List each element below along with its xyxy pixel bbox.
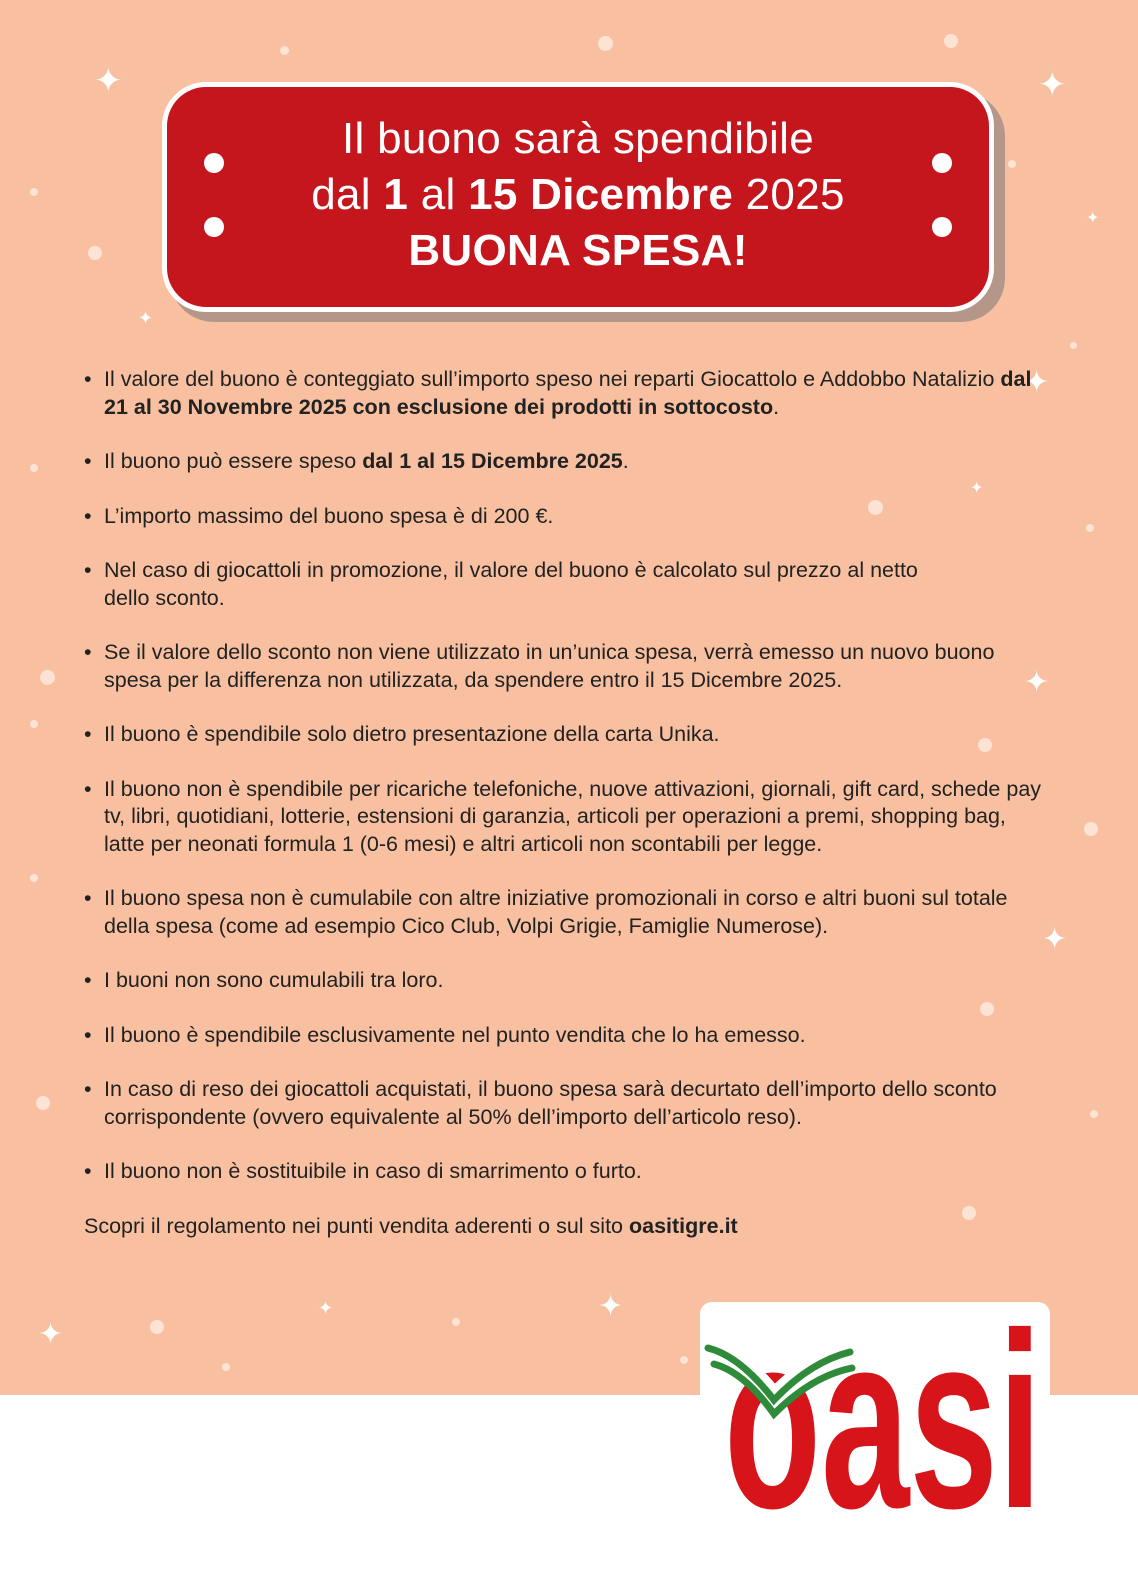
rule-text: Il valore del buono è conteggiato sull’importo speso nei reparti Giocattolo e Addobbo Natalizio (104, 367, 1001, 391)
footer-line (84, 1213, 1044, 1241)
rule-item (84, 448, 1044, 476)
rule-item (84, 1022, 1044, 1050)
rule-item (84, 776, 1044, 859)
footer-text: Scopri il regolamento nei punti vendita aderenti o sul sito (84, 1213, 629, 1238)
oasi-logo (700, 1302, 1060, 1532)
bullet: • (84, 1022, 92, 1047)
rule-item (84, 366, 1044, 421)
snow-dot (944, 34, 958, 48)
banner-day-start: 1 (383, 170, 409, 219)
sparkle-icon: ✦ (1086, 208, 1100, 227)
rule-text-end: . (622, 449, 629, 473)
snow-dot (1084, 822, 1098, 836)
rules-list (84, 366, 1044, 1240)
snow-dot (1070, 342, 1077, 349)
bullet: • (84, 1077, 92, 1101)
rule-text: Il buono non è sostituibile in caso di smarrimento o furto. (104, 1159, 642, 1183)
sparkle-icon: ✦ (318, 1298, 334, 1319)
snow-dot (88, 246, 102, 260)
rule-text-end: . (773, 394, 780, 419)
rule-text: Il buono è spendibile solo dietro presentazione della carta Unika. (104, 722, 720, 746)
snow-dot (36, 1096, 50, 1110)
rule-text: In caso di reso dei giocattoli acquistati, il buono spesa sarà decurtato dell’importo dello sconto corrispondente (ovvero equivalente al 50% dell’importo dell’articolo reso). (104, 1077, 997, 1129)
sparkle-icon: ✦ (1024, 365, 1050, 400)
snow-dot (1008, 160, 1016, 168)
rule-item (84, 967, 1044, 995)
footer-site-link[interactable]: oasitigre.it (629, 1213, 738, 1238)
rule-item (84, 1158, 1044, 1186)
banner-line-1-text: Il buono sarà spendibile (342, 114, 814, 163)
sparkle-icon: ✦ (598, 1289, 624, 1324)
banner-line-3 (167, 223, 989, 279)
banner-year: 2025 (733, 170, 845, 219)
banner-date-end: 15 Dicembre (468, 170, 734, 219)
snow-dot (222, 1363, 230, 1371)
rule-text: Il buono non è spendibile per ricariche telefoniche, nuove attivazioni, giornali, gift card, schede pay tv, libri, quotidiani, lotterie, estensioni di garanzia, articoli per operazioni a premi, shopping bag, latte per neonati formula 1 (0-6 mesi) e altri articoli non scontabili per legge. (104, 776, 1042, 856)
snow-dot (452, 1318, 460, 1326)
bullet: • (84, 503, 92, 528)
rule-text: Il buono è spendibile esclusivamente nel punto vendita che lo ha emesso. (104, 1022, 806, 1047)
rule-text: Se il valore dello sconto non viene utilizzato in un’unica spesa, verrà emesso un nuovo buono spesa per la differenza non utilizzata, da spendere entro il 15 Dicembre 2025. (104, 640, 995, 692)
sparkle-icon: ✦ (1024, 665, 1050, 700)
snow-dot (40, 670, 55, 685)
headline-banner (162, 82, 994, 312)
sparkle-icon: ✦ (138, 308, 154, 329)
rule-item (84, 885, 1044, 940)
bullet: • (84, 886, 92, 910)
rule-text: Nel caso di giocattoli in promozione, il valore del buono è calcolato sul prezzo al netto dello sconto. (104, 558, 918, 610)
banner-al: al (408, 170, 469, 219)
banner-dal: dal (311, 170, 384, 219)
rule-text: I buoni non sono cumulabili tra loro. (104, 968, 444, 992)
rule-item (84, 721, 1044, 749)
rule-text: Il buono può essere speso (104, 449, 363, 473)
banner-slogan: BUONA SPESA! (408, 226, 748, 275)
sparkle-icon: ✦ (38, 1317, 64, 1352)
rule-item (84, 503, 1044, 531)
bullet: • (84, 449, 92, 473)
snow-dot (1086, 524, 1094, 532)
bullet: • (84, 1159, 92, 1183)
bullet: • (84, 968, 92, 992)
snow-dot (30, 720, 38, 728)
sparkle-icon: ✦ (1038, 65, 1067, 105)
bullet: • (84, 640, 92, 664)
bullet: • (84, 722, 92, 746)
snow-dot (1090, 1110, 1098, 1118)
banner-line-2 (167, 167, 989, 223)
rule-text: L’importo massimo del buono spesa è di 200 €. (104, 503, 554, 528)
sparkle-icon: ✦ (970, 478, 984, 497)
rule-bold: dal 21 al 30 Novembre 2025 con esclusione dei prodotti in sottocosto (104, 367, 1032, 419)
logo-wordmark: oasi (724, 1302, 1042, 1532)
snow-dot (30, 874, 38, 882)
rule-text: Il buono spesa non è cumulabile con altre iniziative promozionali in corso e altri buoni sul totale della spesa (come ad esempio Cico Club, Volpi Grigie, Famiglie Numerose). (104, 886, 1008, 938)
sparkle-icon: ✦ (94, 61, 123, 101)
rule-item (84, 1076, 1044, 1131)
snow-dot (280, 46, 289, 55)
sparkle-icon: ✦ (1042, 922, 1068, 957)
rule-bold: dal 1 al 15 Dicembre 2025 (362, 449, 623, 473)
rule-item (84, 639, 1044, 694)
snow-dot (680, 1356, 688, 1364)
bullet: • (84, 367, 92, 391)
bullet: • (84, 776, 92, 801)
snow-dot (598, 36, 613, 51)
snow-dot (150, 1320, 164, 1334)
banner-line-1 (167, 111, 989, 167)
rule-item (84, 557, 1044, 612)
snow-dot (30, 464, 38, 472)
snow-dot (30, 188, 38, 196)
bullet: • (84, 558, 92, 582)
